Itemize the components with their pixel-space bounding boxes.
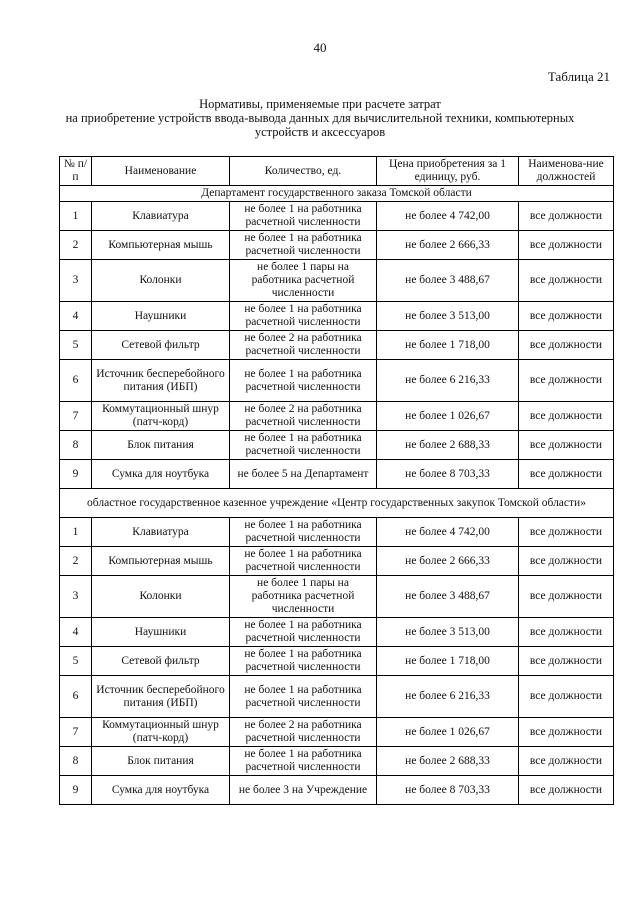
- cell-position: все должности: [519, 260, 614, 302]
- cell-price: не более 1 718,00: [377, 331, 519, 360]
- cell-price: не более 2 666,33: [377, 547, 519, 576]
- cell-name: Наушники: [92, 302, 230, 331]
- cell-name: Блок питания: [92, 747, 230, 776]
- cell-qty: не более 1 на работника расчетной численности: [230, 618, 377, 647]
- cell-qty: не более 1 на работника расчетной численности: [230, 647, 377, 676]
- cell-price: не более 4 742,00: [377, 518, 519, 547]
- header-name: Наименование: [92, 157, 230, 186]
- cell-name: Источник бесперебойного питания (ИБП): [92, 360, 230, 402]
- cell-position: все должности: [519, 460, 614, 489]
- table-row: [60, 618, 614, 647]
- cell-name: Коммутационный шнур (патч-корд): [92, 402, 230, 431]
- cell-price: не более 8 703,33: [377, 776, 519, 805]
- cell-position: все должности: [519, 402, 614, 431]
- document-title: [60, 97, 580, 139]
- table-row: [60, 302, 614, 331]
- table-row: [60, 431, 614, 460]
- cell-qty: не более 1 на работника расчетной численности: [230, 676, 377, 718]
- table-row: [60, 718, 614, 747]
- cell-price: не более 1 026,67: [377, 718, 519, 747]
- cell-name: Колонки: [92, 576, 230, 618]
- cell-num: 3: [60, 260, 92, 302]
- cell-num: 9: [60, 460, 92, 489]
- table-label: Таблица 21: [547, 69, 610, 84]
- cell-position: все должности: [519, 518, 614, 547]
- cell-qty: не более 1 на работника расчетной численности: [230, 302, 377, 331]
- table-row: [60, 647, 614, 676]
- cell-price: не более 1 026,67: [377, 402, 519, 431]
- cell-position: все должности: [519, 547, 614, 576]
- section-title: Департамент государственного заказа Томской области: [60, 186, 614, 202]
- header-position: Наименова-ние должностей: [519, 157, 614, 186]
- cell-qty: не более 1 на работника расчетной численности: [230, 747, 377, 776]
- header-price: Цена приобретения за 1 единицу, руб.: [377, 157, 519, 186]
- section-row: [60, 489, 614, 518]
- cell-price: не более 4 742,00: [377, 202, 519, 231]
- cell-num: 4: [60, 302, 92, 331]
- cell-position: все должности: [519, 618, 614, 647]
- cell-position: все должности: [519, 776, 614, 805]
- cell-name: Сетевой фильтр: [92, 647, 230, 676]
- cell-name: Клавиатура: [92, 202, 230, 231]
- section-row: [60, 186, 614, 202]
- cell-position: все должности: [519, 231, 614, 260]
- table-row: [60, 260, 614, 302]
- cell-num: 2: [60, 547, 92, 576]
- title-line: Нормативы, применяемые при расчете затрат: [199, 97, 441, 111]
- table-row: [60, 576, 614, 618]
- cell-name: Наушники: [92, 618, 230, 647]
- cell-qty: не более 1 на работника расчетной численности: [230, 518, 377, 547]
- table-body: [60, 186, 614, 805]
- cell-position: все должности: [519, 747, 614, 776]
- cell-position: все должности: [519, 676, 614, 718]
- header-num: № п/п: [60, 157, 92, 186]
- cell-num: 5: [60, 331, 92, 360]
- header-row: [60, 157, 614, 186]
- cell-price: не более 3 513,00: [377, 618, 519, 647]
- norms-table: [59, 156, 614, 805]
- cell-price: не более 2 688,33: [377, 431, 519, 460]
- cell-name: Источник бесперебойного питания (ИБП): [92, 676, 230, 718]
- cell-qty: не более 1 пары на работника расчетной численности: [230, 576, 377, 618]
- table-row: [60, 676, 614, 718]
- table-row: [60, 547, 614, 576]
- cell-qty: не более 2 на работника расчетной численности: [230, 718, 377, 747]
- header-qty: Количество, ед.: [230, 157, 377, 186]
- cell-name: Коммутационный шнур (патч-корд): [92, 718, 230, 747]
- cell-price: не более 6 216,33: [377, 676, 519, 718]
- table-row: [60, 518, 614, 547]
- cell-name: Компьютерная мышь: [92, 547, 230, 576]
- table-row: [60, 360, 614, 402]
- cell-num: 7: [60, 718, 92, 747]
- cell-qty: не более 1 пары на работника расчетной численности: [230, 260, 377, 302]
- cell-name: Компьютерная мышь: [92, 231, 230, 260]
- cell-position: все должности: [519, 360, 614, 402]
- table-row: [60, 202, 614, 231]
- cell-price: не более 2 688,33: [377, 747, 519, 776]
- cell-num: 9: [60, 776, 92, 805]
- cell-num: 2: [60, 231, 92, 260]
- cell-num: 8: [60, 747, 92, 776]
- cell-price: не более 6 216,33: [377, 360, 519, 402]
- cell-position: все должности: [519, 647, 614, 676]
- cell-num: 7: [60, 402, 92, 431]
- title-line: устройств и аксессуаров: [254, 125, 386, 139]
- cell-name: Блок питания: [92, 431, 230, 460]
- cell-num: 4: [60, 618, 92, 647]
- cell-price: не более 3 488,67: [377, 260, 519, 302]
- cell-qty: не более 3 на Учреждение: [230, 776, 377, 805]
- cell-num: 3: [60, 576, 92, 618]
- cell-name: Сумка для ноутбука: [92, 460, 230, 489]
- cell-num: 6: [60, 676, 92, 718]
- cell-qty: не более 1 на работника расчетной численности: [230, 431, 377, 460]
- cell-num: 8: [60, 431, 92, 460]
- cell-num: 5: [60, 647, 92, 676]
- cell-price: не более 8 703,33: [377, 460, 519, 489]
- section-title: областное государственное казенное учреждение «Центр государственных закупок Томской области»: [60, 489, 614, 518]
- cell-name: Сетевой фильтр: [92, 331, 230, 360]
- cell-qty: не более 5 на Департамент: [230, 460, 377, 489]
- cell-name: Колонки: [92, 260, 230, 302]
- cell-qty: не более 1 на работника расчетной численности: [230, 547, 377, 576]
- table-row: [60, 231, 614, 260]
- table-row: [60, 402, 614, 431]
- cell-name: Сумка для ноутбука: [92, 776, 230, 805]
- cell-qty: не более 1 на работника расчетной численности: [230, 360, 377, 402]
- cell-position: все должности: [519, 302, 614, 331]
- table-row: [60, 776, 614, 805]
- table-row: [60, 460, 614, 489]
- cell-position: все должности: [519, 718, 614, 747]
- cell-price: не более 2 666,33: [377, 231, 519, 260]
- cell-price: не более 1 718,00: [377, 647, 519, 676]
- cell-position: все должности: [519, 202, 614, 231]
- cell-qty: не более 1 на работника расчетной численности: [230, 202, 377, 231]
- cell-position: все должности: [519, 576, 614, 618]
- cell-num: 1: [60, 518, 92, 547]
- cell-num: 6: [60, 360, 92, 402]
- cell-name: Клавиатура: [92, 518, 230, 547]
- page-number: 40: [313, 40, 327, 55]
- cell-num: 1: [60, 202, 92, 231]
- cell-qty: не более 2 на работника расчетной численности: [230, 402, 377, 431]
- cell-qty: не более 2 на работника расчетной численности: [230, 331, 377, 360]
- cell-position: все должности: [519, 431, 614, 460]
- table-row: [60, 331, 614, 360]
- cell-price: не более 3 513,00: [377, 302, 519, 331]
- cell-qty: не более 1 на работника расчетной численности: [230, 231, 377, 260]
- table-row: [60, 747, 614, 776]
- title-line: на приобретение устройств ввода-вывода данных для вычислительной техники, компьютерных: [65, 111, 575, 125]
- cell-position: все должности: [519, 331, 614, 360]
- cell-price: не более 3 488,67: [377, 576, 519, 618]
